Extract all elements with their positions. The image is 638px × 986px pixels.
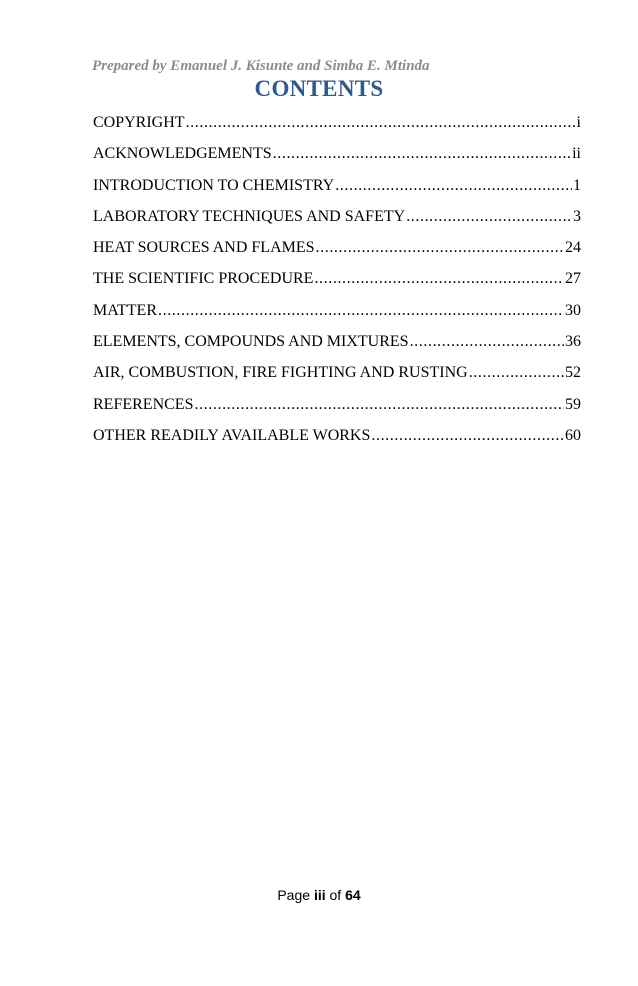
toc-entry-acknowledgements[interactable] (93, 138, 581, 169)
toc-entry-page: 3 (573, 207, 581, 225)
toc-entry-label: ACKNOWLEDGEMENTS (93, 145, 272, 163)
toc-dot-leader (186, 107, 576, 138)
toc-entry-references[interactable] (93, 389, 581, 420)
page-title: CONTENTS (254, 76, 384, 101)
toc-entry-page: 30 (565, 301, 581, 319)
toc-entry-scientific-procedure[interactable] (93, 263, 581, 294)
toc-dot-leader (469, 357, 564, 388)
toc-entry-page: 36 (565, 333, 581, 351)
header-credit: Prepared by Emanuel J. Kisunte and Simba E. Mtinda (92, 58, 430, 74)
toc-dot-leader (273, 138, 571, 169)
page-number-footer (0, 887, 638, 903)
toc-dot-leader (335, 170, 572, 201)
toc-entry-label: HEAT SOURCES AND FLAMES (93, 239, 315, 257)
toc-entry-label: OTHER READILY AVAILABLE WORKS (93, 426, 371, 444)
toc-dot-leader (316, 232, 564, 263)
toc-entry-page: 1 (573, 176, 581, 194)
toc-entry-heat-sources[interactable] (93, 232, 581, 263)
toc-entry-page: 52 (565, 364, 581, 382)
toc-dot-leader (314, 263, 564, 294)
footer-total-pages: 64 (345, 887, 361, 903)
toc-entry-copyright[interactable] (93, 107, 581, 138)
toc-entry-page: 60 (565, 426, 581, 444)
toc-entry-matter[interactable] (93, 295, 581, 326)
toc-entry-elements[interactable] (93, 326, 581, 357)
toc-entry-laboratory[interactable] (93, 201, 581, 232)
toc-dot-leader (194, 389, 564, 420)
toc-dot-leader (410, 326, 564, 357)
table-of-contents (93, 107, 581, 451)
footer-current-page: iii (313, 887, 326, 903)
toc-entry-air-combustion[interactable] (93, 357, 581, 388)
toc-entry-label: REFERENCES (93, 395, 194, 413)
toc-entry-label: INTRODUCTION TO CHEMISTRY (93, 176, 335, 194)
footer-middle: of (325, 887, 346, 903)
toc-entry-page: 24 (565, 239, 581, 257)
toc-entry-label: ELEMENTS, COMPOUNDS AND MIXTURES (93, 333, 409, 351)
toc-entry-label: THE SCIENTIFIC PROCEDURE (93, 270, 314, 288)
toc-entry-page: 27 (565, 270, 581, 288)
toc-dot-leader (158, 295, 564, 326)
toc-entry-label: MATTER (93, 301, 157, 319)
toc-entry-other-works[interactable] (93, 420, 581, 451)
toc-entry-introduction[interactable] (93, 170, 581, 201)
toc-entry-page: 59 (565, 395, 581, 413)
toc-dot-leader (406, 201, 572, 232)
toc-entry-page: ii (572, 145, 581, 163)
toc-entry-page: i (576, 114, 581, 131)
footer-prefix: Page (277, 887, 314, 903)
toc-entry-label: COPYRIGHT (93, 114, 185, 131)
toc-entry-label: AIR, COMBUSTION, FIRE FIGHTING AND RUSTING (93, 364, 468, 382)
toc-dot-leader (371, 420, 564, 451)
toc-entry-label: LABORATORY TECHNIQUES AND SAFETY (93, 207, 406, 225)
